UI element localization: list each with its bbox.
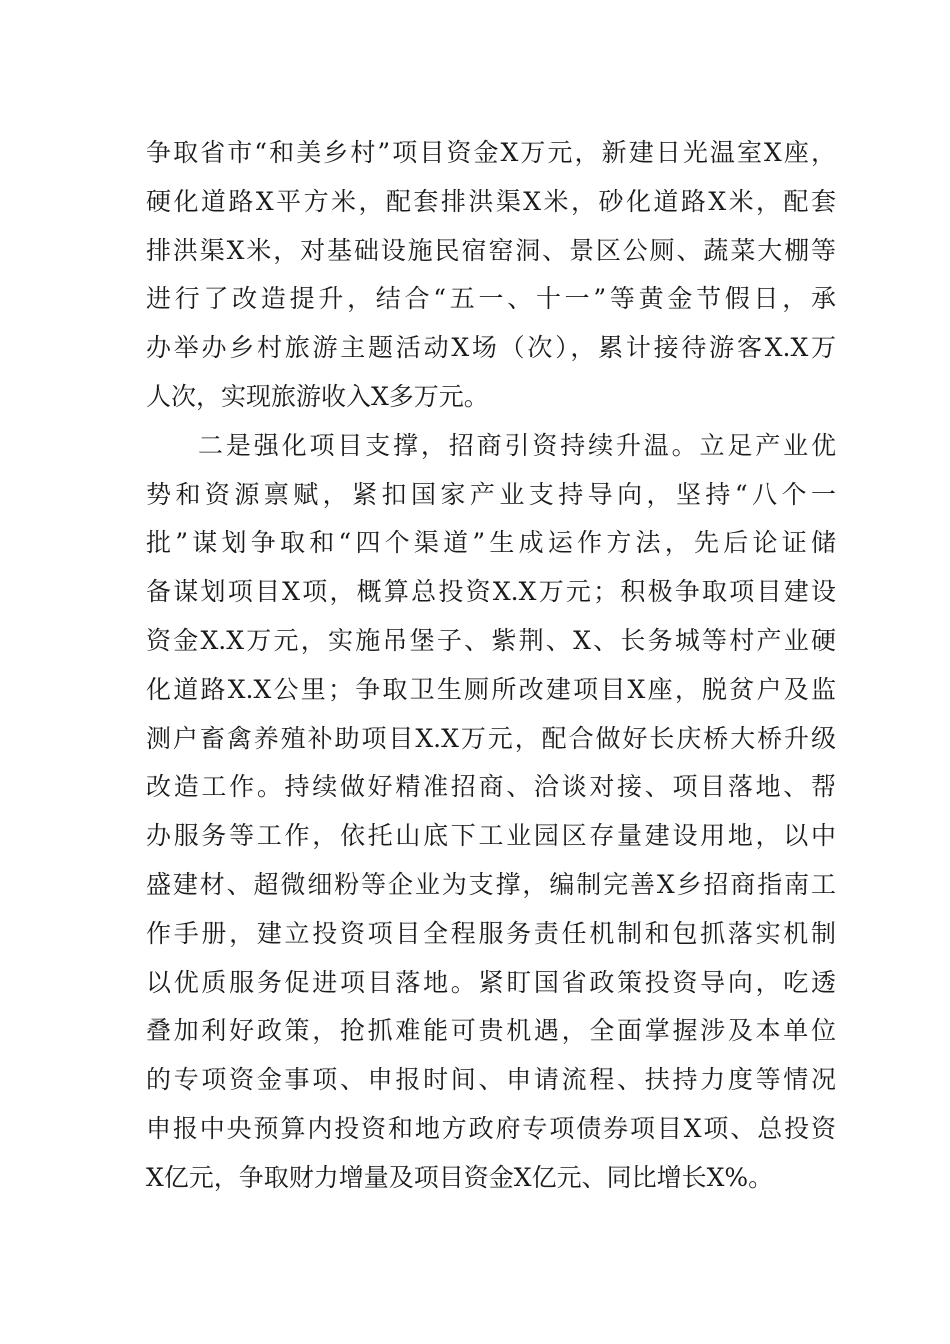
text-line: 势和资源禀赋，紧扣国家产业支持导向，坚持“八个一 bbox=[146, 479, 836, 509]
text-line: 备谋划项目X项，概算总投资X.X万元；积极争取项目建设 bbox=[146, 577, 836, 607]
text-line: 盛建材、超微细粉等企业为支撑，编制完善X乡招商指南工 bbox=[146, 869, 836, 899]
paragraph-1 bbox=[146, 129, 836, 422]
text-line: 叠加利好政策，抢抓难能可贵机遇，全面掌握涉及本单位 bbox=[146, 1016, 836, 1046]
text-line: 办举办乡村旅游主题活动X场（次），累计接待游客X.X万 bbox=[146, 333, 836, 363]
text-line: 测户畜禽养殖补助项目X.X万元，配合做好长庆桥大桥升级 bbox=[146, 723, 836, 753]
paragraph-2 bbox=[146, 422, 836, 1203]
text-line: 争取省市“和美乡村”项目资金X万元，新建日光温室X座， bbox=[146, 138, 836, 167]
text-line: 的专项资金事项、申报时间、申请流程、扶持力度等情况 bbox=[146, 1065, 836, 1095]
text-line: 二是强化项目支撑，招商引资持续升温。立足产业优 bbox=[198, 430, 836, 460]
text-line: 申报中央预算内投资和地方政府专项债券项目X项、总投资 bbox=[146, 1113, 836, 1143]
text-line: X亿元，争取财力增量及项目资金X亿元、同比增长X%。 bbox=[146, 1162, 774, 1192]
text-line: 硬化道路X平方米，配套排洪渠X米，砂化道路X米，配套 bbox=[146, 186, 836, 216]
text-line: 作手册，建立投资项目全程服务责任机制和包抓落实机制 bbox=[146, 918, 836, 948]
text-line: 批”谋划争取和“四个渠道”生成运作方法，先后论证储 bbox=[146, 528, 836, 558]
text-line: 排洪渠X米，对基础设施民宿窑洞、景区公厕、蔬菜大棚等 bbox=[146, 235, 836, 265]
text-line: 以优质服务促进项目落地。紧盯国省政策投资导向，吃透 bbox=[146, 967, 836, 997]
text-line: 办服务等工作，依托山底下工业园区存量建设用地，以中 bbox=[146, 821, 836, 851]
text-line: 化道路X.X公里；争取卫生厕所改建项目X座，脱贫户及监 bbox=[146, 674, 836, 704]
text-line: 进行了改造提升，结合“五一、十一”等黄金节假日，承 bbox=[146, 284, 836, 314]
text-line: 改造工作。持续做好精准招商、洽谈对接、项目落地、帮 bbox=[146, 772, 836, 802]
text-line: 资金X.X万元，实施吊堡子、紫荆、X、长务城等村产业硬 bbox=[146, 625, 836, 655]
document-body bbox=[146, 129, 836, 1203]
text-line: 人次，实现旅游收入X多万元。 bbox=[146, 381, 489, 411]
